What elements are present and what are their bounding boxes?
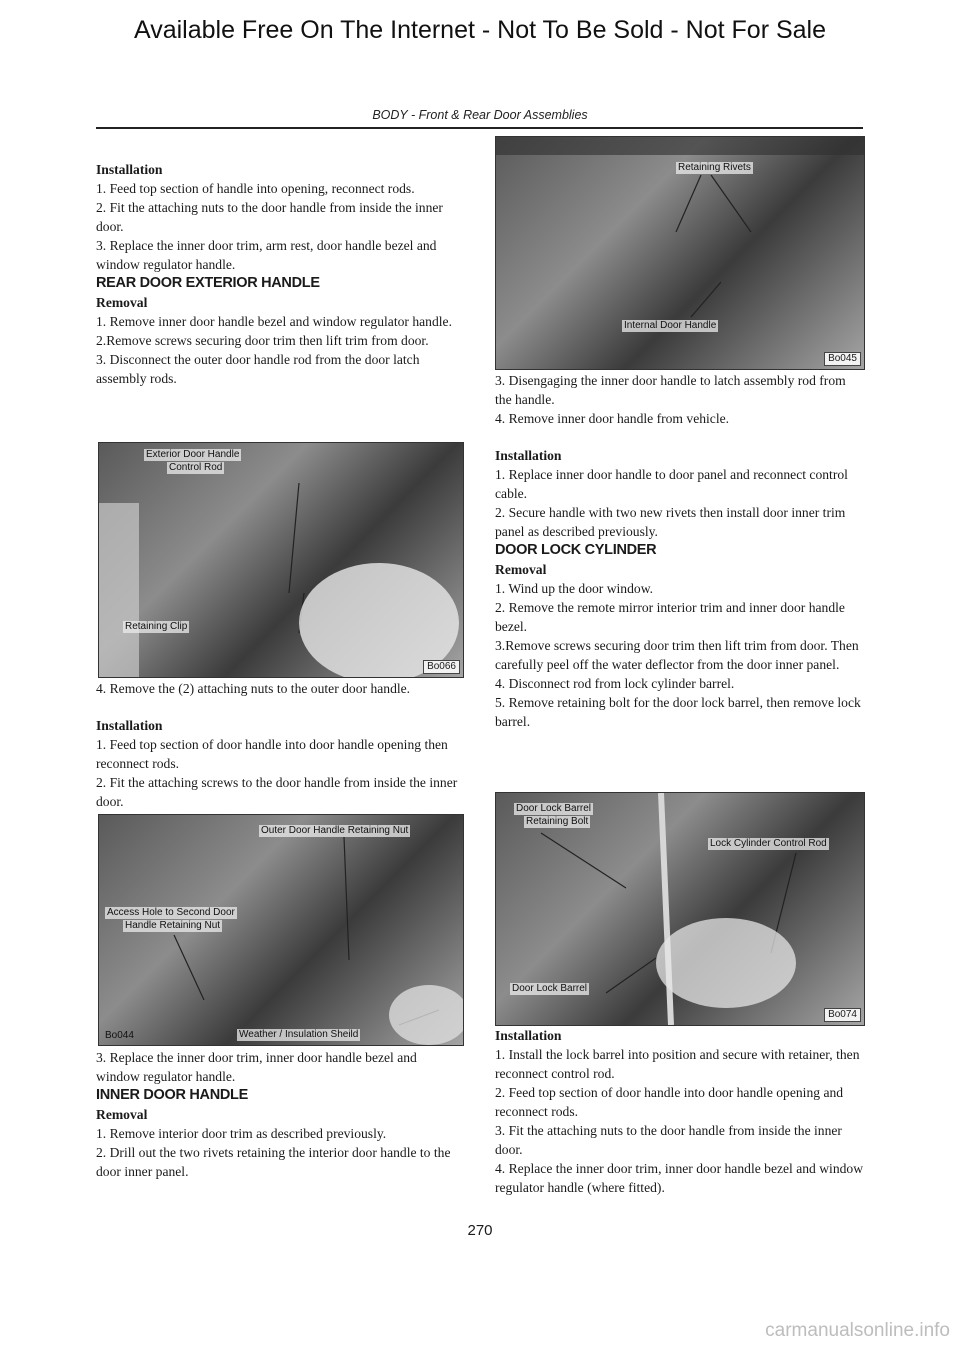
photo-arrows [99, 443, 463, 677]
step: 1. Wind up the door window. [495, 581, 654, 596]
photo-label: Retaining Clip [125, 621, 188, 632]
banner-notice: Available Free On The Internet - Not To Be Sold - Not For Sale [133, 16, 827, 44]
photo-code: Bo045 [824, 352, 861, 366]
header-rule [96, 127, 863, 129]
step: 1. Feed top section of door handle into door handle opening then reconnect rods. [96, 737, 448, 771]
installation-heading: Installation [495, 1028, 562, 1043]
step: 2. Feed top section of door handle into door handle opening and reconnect rods. [495, 1085, 844, 1119]
removal-heading: Removal [96, 1107, 148, 1122]
installation-heading: Installation [96, 162, 163, 177]
photo-label: Door Lock Barrel [512, 983, 588, 994]
step: 2. Drill out the two rivets retaining the interior door handle to the door inner panel. [96, 1145, 451, 1179]
step: 1. Feed top section of handle into opening, reconnect rods. [96, 181, 415, 196]
photo-code: Bo074 [824, 1008, 861, 1022]
step: 3. Replace the inner door trim, inner door handle bezel and window regulator handle. [96, 1050, 417, 1084]
photo-label: Control Rod [169, 462, 223, 473]
photo-label: Door Lock Barrel [516, 803, 592, 814]
photo-label: Access Hole to Second Door [107, 907, 235, 918]
removal-heading: Removal [495, 562, 547, 577]
step: 3. Replace the inner door trim, arm rest, door handle bezel and window regulator handle. [96, 238, 437, 272]
photo-outer-door-handle-nut [98, 814, 464, 1046]
photo-label: Internal Door Handle [624, 320, 717, 331]
step: 3.Remove screws securing door trim then lift trim from door. Then carefully peel off the water deflector from the door inner panel. [495, 638, 859, 672]
left-column-mid [96, 679, 464, 811]
left-column-top [96, 160, 464, 388]
installation-heading: Installation [495, 448, 562, 463]
section-header: BODY - Front & Rear Door Assemblies [372, 108, 588, 122]
right-column-bottom [495, 1026, 865, 1197]
step: 4. Remove inner door handle from vehicle. [495, 411, 730, 426]
watermark: carmanualsonline.info [765, 1320, 950, 1341]
step: 1. Remove inner door handle bezel and window regulator handle. [96, 314, 452, 329]
door-lock-cylinder-heading: DOOR LOCK CYLINDER [495, 542, 657, 558]
removal-heading: Removal [96, 295, 148, 310]
step: 2. Fit the attaching nuts to the door handle from inside the inner door. [96, 200, 443, 234]
photo-code: Bo066 [423, 660, 460, 674]
step: 5. Remove retaining bolt for the door lock barrel, then remove lock barrel. [495, 695, 861, 729]
step: 2.Remove screws securing door trim then lift trim from door. [96, 333, 429, 348]
left-column-bottom [96, 1048, 464, 1181]
step: 3. Disconnect the outer door handle rod from the door latch assembly rods. [96, 352, 420, 386]
photo-code: Bo044 [105, 1030, 134, 1041]
step: 3. Fit the attaching nuts to the door handle from inside the inner door. [495, 1123, 842, 1157]
photo-label: Weather / Insulation Sheild [239, 1029, 359, 1040]
photo-label: Outer Door Handle Retaining Nut [261, 825, 409, 836]
rear-exterior-handle-heading: REAR DOOR EXTERIOR HANDLE [96, 275, 320, 291]
step: 1. Remove interior door trim as described previously. [96, 1126, 387, 1141]
right-column-top [495, 371, 865, 731]
installation-heading: Installation [96, 718, 163, 733]
step: 2. Fit the attaching screws to the door handle from inside the inner door. [96, 775, 458, 809]
step: 3. Disengaging the inner door handle to latch assembly rod from the handle. [495, 373, 846, 407]
step: 1. Install the lock barrel into position and secure with retainer, then reconnect control rod. [495, 1047, 860, 1081]
photo-exterior-door-handle [98, 442, 464, 678]
step: 2. Secure handle with two new rivets then install door inner trim panel as described previously. [495, 505, 846, 539]
photo-door-lock-barrel [495, 792, 865, 1026]
step: 1. Replace inner door handle to door panel and reconnect control cable. [495, 467, 848, 501]
step: 4. Remove the (2) attaching nuts to the outer door handle. [96, 681, 411, 696]
step: 2. Remove the remote mirror interior trim and inner door handle bezel. [495, 600, 845, 634]
step: 4. Disconnect rod from lock cylinder barrel. [495, 676, 735, 691]
step: 4. Replace the inner door trim, inner door handle bezel and window regulator handle (where fitted). [495, 1161, 864, 1195]
photo-internal-door-handle [495, 136, 865, 370]
photo-label: Retaining Bolt [526, 816, 589, 827]
inner-door-handle-heading: INNER DOOR HANDLE [96, 1087, 248, 1103]
photo-label: Lock Cylinder Control Rod [710, 838, 827, 849]
photo-label: Retaining Rivets [678, 162, 751, 173]
page-number: 270 [467, 1222, 493, 1239]
photo-label: Handle Retaining Nut [125, 920, 221, 931]
photo-label: Exterior Door Handle [146, 449, 240, 460]
